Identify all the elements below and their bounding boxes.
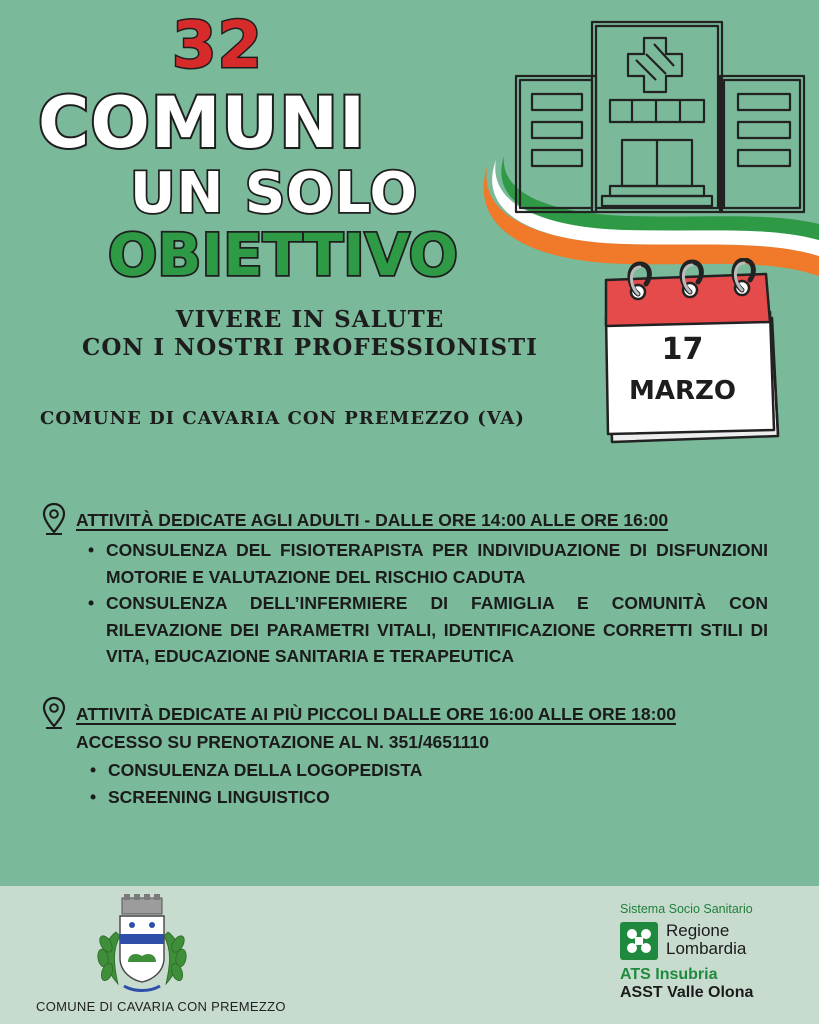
subtitle [40,306,580,362]
section-kids-header [42,696,676,730]
location-pin-icon [42,502,66,536]
booking-info: ACCESSO SU PRENOTAZIONE AL N. 351/4651110 [76,732,490,752]
headline-obiettivo: OBIETTIVO [108,221,458,289]
subtitle-line2: CON I NOSTRI PROFESSIONISTI [82,334,538,361]
region-line1: Regione [666,921,730,940]
section-adults-title: ATTIVITÀ DEDICATE AGLI ADULTI - DALLE ORE 14:00 ALLE ORE 16:00 [76,510,669,530]
municipal-crest-icon [94,892,190,996]
asst-label: ASST Valle Olona [620,984,754,1001]
regione-lombardia-logo-icon [620,922,658,960]
calendar-month: MARZO [629,376,736,406]
crest-caption: COMUNE DI CAVARIA CON PREMEZZO [36,999,286,1014]
ats-label: ATS Insubria [620,966,718,983]
region-name [666,922,746,958]
headline-un-solo: UN SOLO [130,161,419,226]
list-item: • CONSULENZA DEL FISIOTERAPISTA PER INDIVIDUAZIONE DI DISFUNZIONI MOTORIE E VALUTAZIONE DEL RISCHIO CADUTA [88,537,768,590]
calendar-day: 17 [661,332,704,367]
system-label: Sistema Socio Sanitario [620,902,753,916]
list-item: • CONSULENZA DELL’INFERMIERE DI FAMIGLIA E COMUNITÀ CON RILEVAZIONE DEI PARAMETRI VITALI, IDENTIFICAZIONE CORRETTI STILI DI VITA, EDUCAZIONE SANITARIA E TERAPEUTICA [88,590,768,670]
headline-comuni: COMUNI [38,82,367,164]
section-adults-list [88,537,768,670]
section-kids-title: ATTIVITÀ DEDICATE AI PIÙ PICCOLI DALLE ORE 16:00 ALLE ORE 18:00 [76,704,676,724]
section-adults-header [42,502,668,536]
region-line2: Lombardia [666,939,747,958]
list-item: • SCREENING LINGUISTICO [90,784,590,811]
location-pin-icon [42,696,66,730]
headline-number: 32 [172,9,264,83]
subtitle-line1: VIVERE IN SALUTE [175,306,445,333]
section-kids-list [90,757,590,810]
location-text: COMUNE DI CAVARIA CON PREMEZZO (VA) [40,408,525,429]
hospital-icon [476,14,819,276]
list-item: • CONSULENZA DELLA LOGOPEDISTA [90,757,590,784]
